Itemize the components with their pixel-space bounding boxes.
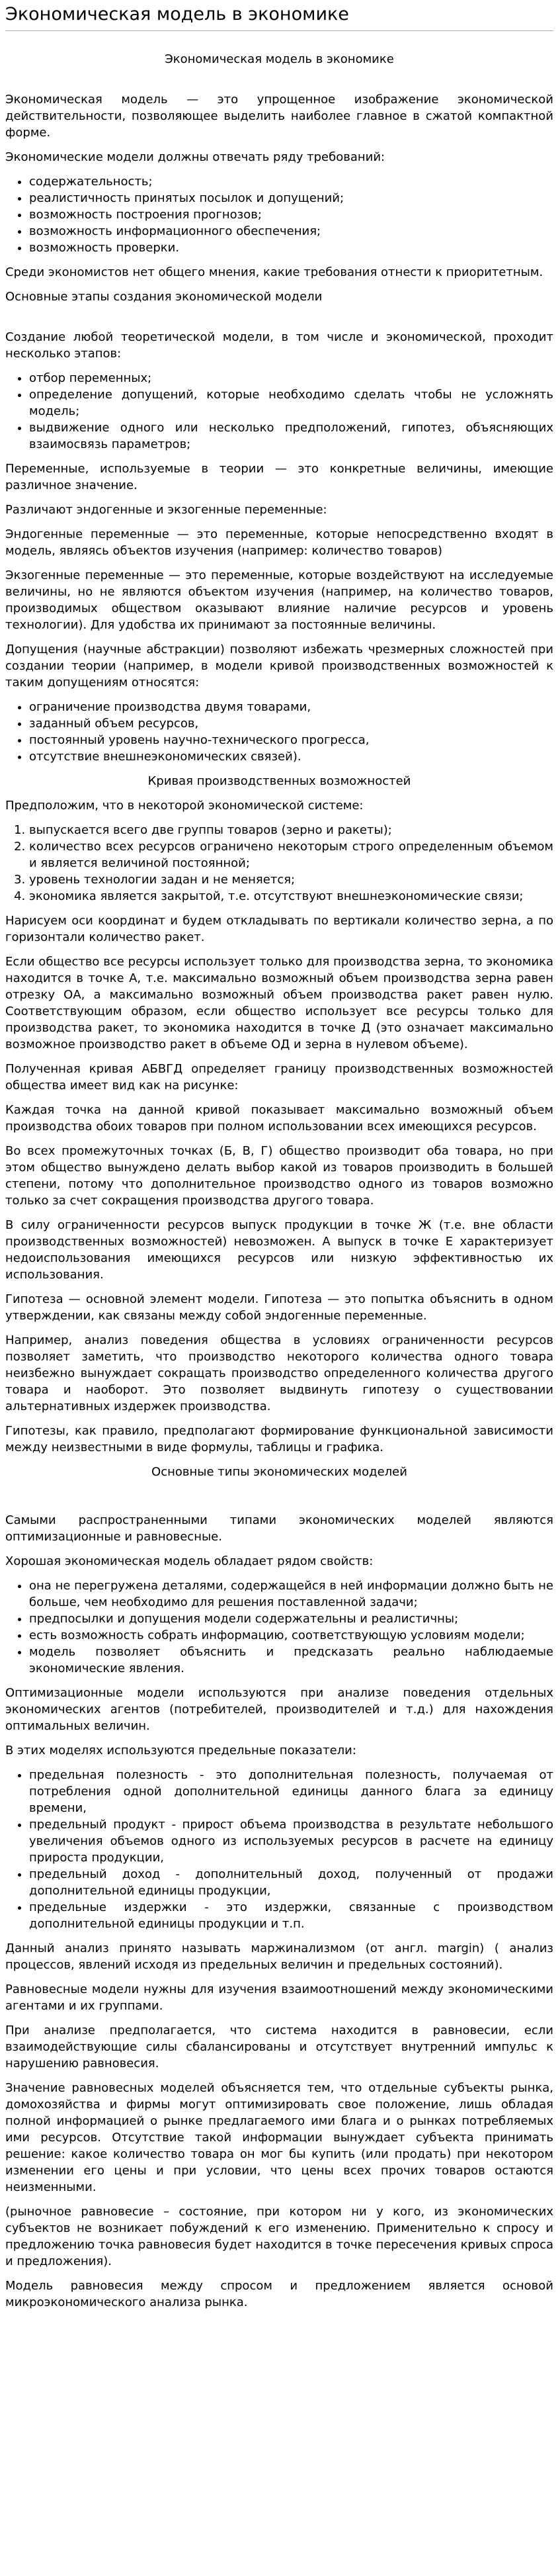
paragraph: Равновесные модели нужны для изучения взаимоотношений между экономическими агентами и их группами. — [5, 1982, 553, 2013]
paragraph: (рыночное равновесие – состояние, при котором ни у кого, из экономических субъектов не возникает побуждений к его изменению. Применительно к спросу и предложению точка равновесия будет находится в точке пересечения кривых спроса и предложения). — [5, 2205, 553, 2268]
list-item: • отбор переменных; — [29, 370, 553, 386]
list-item: • предельный доход - дополнительный доход, полученный от продажи дополнительной единицы продукции, — [29, 1866, 553, 1899]
page-title: Экономическая модель в экономике — [5, 0, 553, 31]
bullet-list — [5, 173, 553, 256]
paragraph: Различают эндогенные и экзогенные переменные: — [5, 503, 327, 517]
list-item: • постоянный уровень научно-технического прогресса, — [29, 732, 553, 748]
paragraph: В этих моделях используются предельные показатели: — [5, 1744, 356, 1757]
list-item: • возможность информационного обеспечения; — [29, 223, 553, 240]
list-item: • возможность построения прогнозов; — [29, 206, 553, 223]
paragraph: Если общество все ресурсы использует только для производства зерна, то экономика находится в точке А, т.е. максимально возможный объем производства зерна равен отрезку ОА, а максимально возможный объем производства ракет равен нулю. Соответствующим образом, если общество использует все ресурсы только для производства ракет, то экономика находится в точке Д (это означает максимально возможное производство ракет в объеме ОД и зерна в нулевом объеме). — [5, 955, 553, 1051]
paragraph: Значение равновесных моделей объясняется тем, что отдельные субъекты рынка, домохозяйства и фирмы могут оптимизировать свое положение, лишь обладая полной информацией о рынке предлагаемого ими блага и о рынках потребляемых ими ресурсов. Отсутствие такой информации вынуждает субъекта принимать решение: какое количество товара он мог бы купить (или продать) при некотором изменении его цены и при условии, что цены всех прочих товаров остаются неизменными. — [5, 2081, 553, 2194]
paragraph: Модель равновесия между спросом и предложением является основой микроэкономического анализа рынка. — [5, 2279, 553, 2309]
list-item: • предельная полезность - это дополнительная полезность, получаемая от потребления одной дополнительной единицы данного блага за единицу времени, — [29, 1767, 553, 1816]
paragraph: В силу ограниченности ресурсов выпуск продукции в точке Ж (т.е. вне области производственных возможностей) невозможен. А выпуск в точке Е характеризует недоиспользования имеющихся ресурсов или низкую эффективностью их использования. — [5, 1218, 553, 1282]
article-body — [5, 51, 553, 2311]
list-item: • предельный продукт - прирост объема производства в результате небольшого увеличения объемов одного из используемых ресурсов в расчете на единицу прироста продукции, — [29, 1816, 553, 1866]
section-heading: Основные типы экономических моделей — [151, 1465, 407, 1479]
list-item: • предельные издержки - это издержки, связанные с производством дополнительной единицы продукции и т.п. — [29, 1899, 553, 1932]
paragraph: Нарисуем оси координат и будем откладывать по вертикали количество зерна, а по горизонтали количество ракет. — [5, 914, 553, 944]
paragraph: Создание любой теоретической модели, в том числе и экономической, проходит несколько этапов: — [5, 330, 553, 361]
list-item: • реалистичность принятых посылок и допущений; — [29, 190, 553, 206]
paragraph: Экономические модели должны отвечать ряду требований: — [5, 150, 385, 164]
list-item: • предпосылки и допущения модели содержательны и реалистичны; — [29, 1611, 553, 1627]
paragraph: Каждая точка на данной кривой показывает максимально возможный объем производства обоих товаров при полном использовании всех имеющихся ресурсов. — [5, 1103, 553, 1133]
bullet-list — [5, 1577, 553, 1677]
paragraph: Самыми распространенными типами экономических моделей являются оптимизационные и равновесные. — [5, 1513, 553, 1544]
list-item: 3. уровень технологии задан и не меняется; — [29, 871, 553, 888]
paragraph: Полученная кривая АБВГД определяет границу производственных возможностей общества имеет вид как на рисунке: — [5, 1062, 553, 1092]
paragraph: Эндогенные переменные — это переменные, которые непосредственно входят в модель, являясь объектов изучения (например: количество товаров) — [5, 527, 553, 558]
list-item: 2. количество всех ресурсов ограничено некоторым строго определенным объемом и является величиной постоянной; — [29, 838, 553, 871]
paragraph: Экономическая модель — это упрощенное изображение экономической действительности, позволяющее выделить наиболее главное в сжатой компактной форме. — [5, 93, 553, 140]
list-item: • заданный объем ресурсов, — [29, 715, 553, 732]
list-item: • есть возможность собрать информацию, соответствующую условиям модели; — [29, 1627, 553, 1644]
paragraph: Допущения (научные абстракции) позволяют избежать чрезмерных сложностей при создании теории (например, в модели кривой производственных возможностей к таким допущениям относятся: — [5, 643, 553, 689]
spacer — [5, 1488, 553, 1512]
paragraph: Данный анализ принято называть маржинализмом (от англ. margin) ( анализ процессов, явлений исходя из предельных величин и предельных состояний). — [5, 1941, 553, 1972]
bullet-list — [5, 370, 553, 453]
paragraph: Во всех промежуточных точках (Б, В, Г) общество производит оба товара, но при этом общество вынуждено делать выбор какой из товаров производить в большей степени, потому что дополнительное производство одного из товаров возможно только за счет сокращения производства другого товара. — [5, 1144, 553, 1208]
list-item: • выдвижение одного или несколько предположений, гипотез, объясняющих взаимосвязь параметров; — [29, 420, 553, 453]
paragraph: Основные этапы создания экономической модели — [5, 290, 323, 304]
numbered-list — [5, 822, 553, 905]
paragraph: Гипотеза — основной элемент модели. Гипотеза — это попытка объяснить в одном утверждении, как связаны между собой эндогенные переменные. — [5, 1292, 553, 1323]
list-item: 4. экономика является закрытой, т.е. отсутствуют внешнеэкономические связи; — [29, 888, 553, 905]
list-item: • ограничение производства двумя товарами, — [29, 699, 553, 715]
list-item: • определение допущений, которые необходимо сделать чтобы не усложнять модель; — [29, 386, 553, 420]
paragraph: Гипотезы, как правило, предполагают формирование функциональной зависимости между неизвестными в виде формулы, таблицы и графика. — [5, 1424, 553, 1454]
list-item: • она не перегружена деталями, содержащейся в ней информации должно быть не больше, чем необходимо для решения поставленной задачи; — [29, 1577, 553, 1611]
paragraph: Среди экономистов нет общего мнения, какие требования отнести к приоритетным. — [5, 265, 543, 279]
paragraph: Экзогенные переменные — это переменные, которые воздействуют на исследуемые величины, но не являются объектом изучения (например, на количество товаров, производимых обществом оказывают влияние наличие ресурсов и уровень технологии). Для удобства их принимают за постоянные величины. — [5, 568, 553, 632]
bullet-list — [5, 699, 553, 765]
paragraph: Например, анализ поведения общества в условиях ограниченности ресурсов позволяет заметить, что производство некоторого количества одного товара неизбежно вынуждает сокращать производство определенного количества другого товара и наоборот. Это позволяет выдвинуть гипотезу о существовании альтернативных издержек производства. — [5, 1333, 553, 1413]
bullet-list — [5, 1767, 553, 1932]
paragraph: Предположим, что в некоторой экономической системе: — [5, 799, 364, 813]
list-item: • модель позволяет объяснить и предсказать реально наблюдаемые экономические явления. — [29, 1644, 553, 1677]
list-item: • содержательность; — [29, 173, 553, 190]
list-item: • отсутствие внешнеэкономических связей). — [29, 748, 553, 765]
paragraph: Переменные, используемые в теории — это конкретные величины, имеющие различное значение. — [5, 462, 553, 492]
paragraph: Хорошая экономическая модель обладает рядом свойств: — [5, 1554, 374, 1568]
paragraph: Оптимизационные модели используются при анализе поведения отдельных экономических агентов (потребителей, производителей и т.д.) для нахождения оптимальных величин. — [5, 1686, 553, 1733]
list-item: 1. выпускается всего две группы товаров (зерно и ракеты); — [29, 822, 553, 838]
article-title: Экономическая модель в экономике — [165, 52, 394, 66]
list-item: • возможность проверки. — [29, 240, 553, 256]
section-heading: Кривая производственных возможностей — [147, 774, 411, 788]
spacer — [5, 313, 553, 329]
paragraph: При анализе предполагается, что система находится в равновесии, если взаимодействующие силы сбалансированы и отсутствует внутренний импульс к нарушению равновесия. — [5, 2023, 553, 2070]
